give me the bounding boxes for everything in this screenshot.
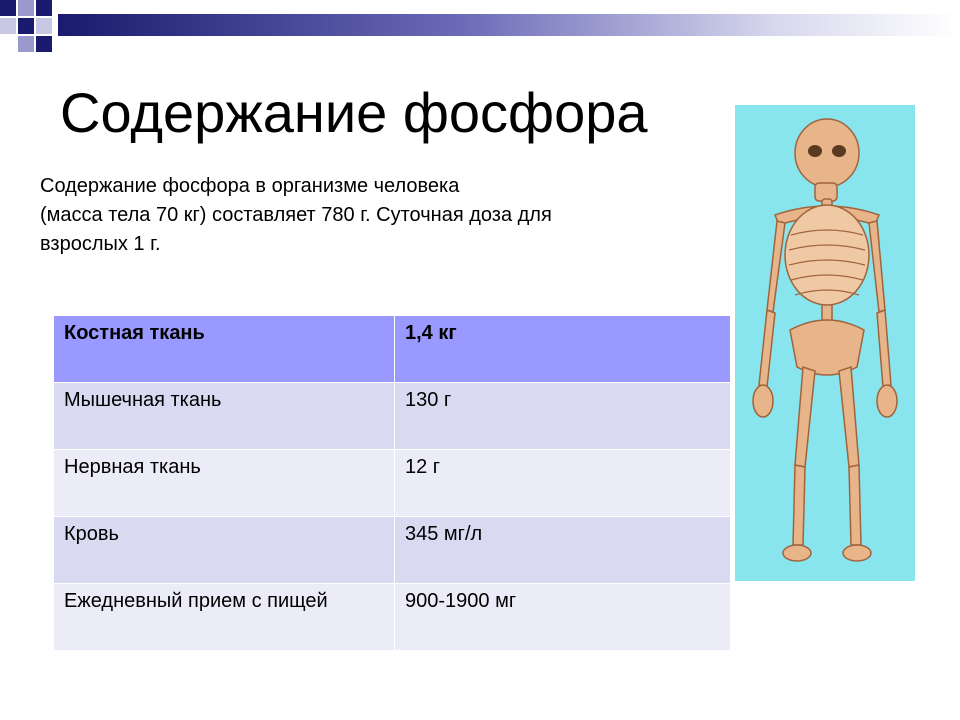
table-cell-amount: 130 г [395,383,731,450]
table-row [54,450,731,517]
phosphorus-table [53,315,731,651]
decor-square [0,0,16,16]
decor-square [36,0,52,16]
decor-square [36,18,52,34]
table-row [54,517,731,584]
table-cell-amount: 345 мг/л [395,517,731,584]
decor-square [18,18,34,34]
description-line: взрослых 1 г. [40,233,161,255]
table-cell-amount: 1,4 кг [395,316,731,383]
table-cell-amount: 12 г [395,450,731,517]
table-cell-tissue: Кровь [54,517,395,584]
table-cell-tissue: Ежедневный прием с пищей [54,584,395,651]
description-line: Содержание фосфора в организме человека [40,175,460,197]
slide-title: Содержание фосфора [60,81,648,144]
table-cell-tissue: Нервная ткань [54,450,395,517]
header-gradient-bar [58,14,958,36]
decor-square [36,36,52,52]
decor-square [0,18,16,34]
table-cell-tissue: Костная ткань [54,316,395,383]
skeleton-figure [735,105,915,581]
table-cell-amount: 900-1900 мг [395,584,731,651]
description-line: (масса тела 70 кг) составляет 780 г. Суточная доза для [40,204,552,226]
skeleton-icon [735,105,915,581]
table-cell-tissue: Мышечная ткань [54,383,395,450]
decor-square [18,36,34,52]
slide-description [40,172,690,259]
table-row [54,383,731,450]
table-row [54,316,731,383]
decor-square [18,0,34,16]
table-row [54,584,731,651]
